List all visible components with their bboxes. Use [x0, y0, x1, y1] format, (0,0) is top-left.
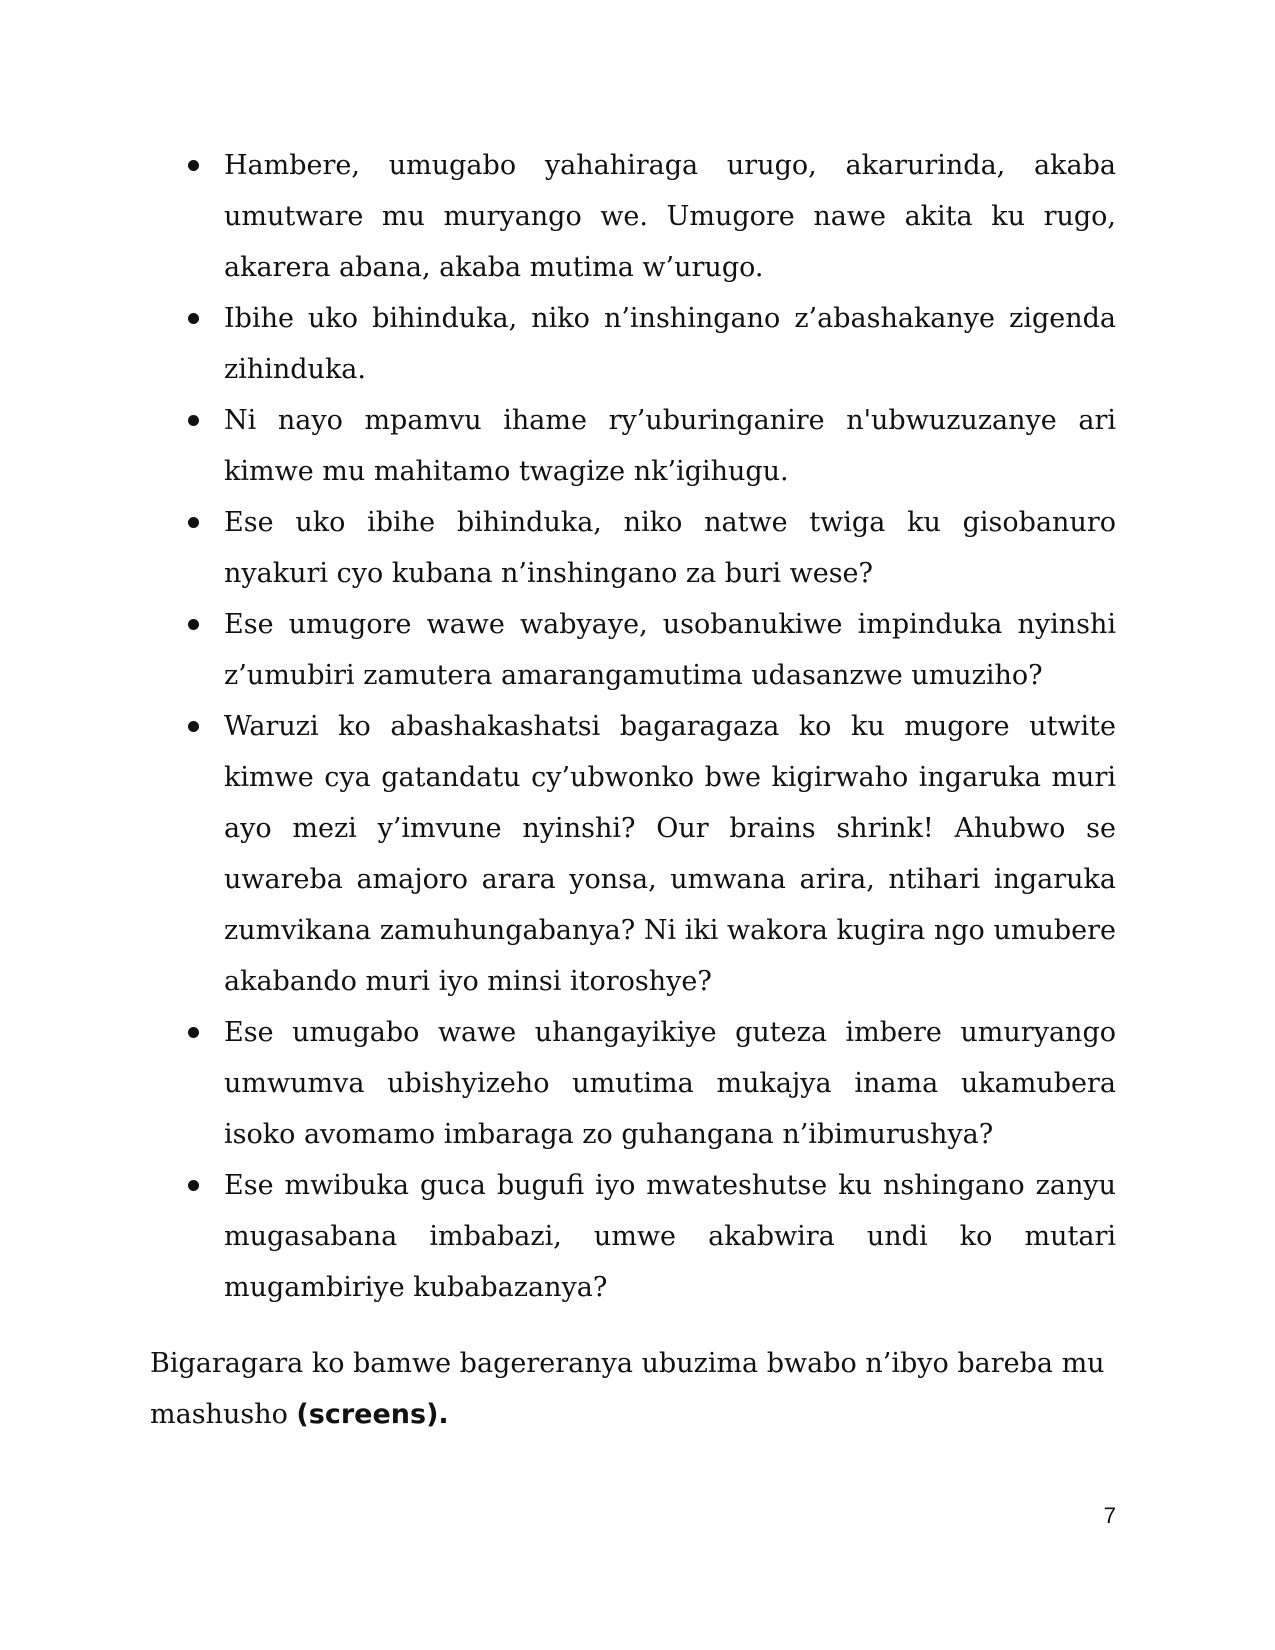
bullet-item [224, 1160, 1116, 1313]
bullet-item [224, 599, 1116, 701]
bullet-dot-icon [188, 313, 199, 324]
page-number: 7 [1103, 1503, 1116, 1528]
bullet-item [224, 395, 1116, 497]
closing-text: Bigaragara ko bamwe bagereranya ubuzima bwabo n’ibyo bareba mu mashusho [150, 1348, 1105, 1430]
bullet-item [224, 140, 1116, 293]
bullet-dot-icon [188, 517, 199, 528]
bullet-text: Ese umugore wawe wabyaye, usobanukiwe impinduka nyinshi z’umubiri zamutera amarangamutima udasanzwe umuziho? [224, 609, 1116, 691]
bullet-text: Hambere, umugabo yahahiraga urugo, akarurinda, akaba umutware mu muryango we. Umugore nawe akita ku rugo, akarera abana, akaba mutima w’urugo. [224, 150, 1116, 283]
bullet-text: Ese umugabo wawe uhangayikiye guteza imbere umuryango umwumva ubishyizeho umutima mukajya inama ukamubera isoko avomamo imbaraga zo guhangana n’ibimurushya? [224, 1017, 1116, 1150]
bullet-item [224, 701, 1116, 1007]
bullet-text: Ni nayo mpamvu ihame ry’uburinganire n'ubwuzuzanye ari kimwe mu mahitamo twagize nk’igihugu. [224, 405, 1116, 487]
bullet-list [0, 140, 1275, 1313]
closing-paragraph [150, 1338, 1116, 1440]
bullet-dot-icon [188, 1027, 199, 1038]
bullet-text: Ese mwibuka guca bugufi iyo mwateshutse ku nshingano zanyu mugasabana imbabazi, umwe akabwira undi ko mutari mugambiriye kubabazanya? [224, 1170, 1116, 1303]
bullet-dot-icon [188, 721, 199, 732]
bullet-dot-icon [188, 160, 199, 171]
bullet-item [224, 1007, 1116, 1160]
bullet-text: Waruzi ko abashakashatsi bagaragaza ko ku mugore utwite kimwe cya gatandatu cy’ubwonko bwe kigirwaho ingaruka muri ayo mezi y’imvune nyinshi? Our brains shrink! Ahubwo se uwareba amajoro arara yonsa, umwana arira, ntihari ingaruka zumvikana zamuhungabanya? Ni iki wakora kugira ngo umubere akabando muri iyo minsi itoroshye? [224, 711, 1116, 997]
bullet-item [224, 293, 1116, 395]
bullet-text: Ese uko ibihe bihinduka, niko natwe twiga ku gisobanuro nyakuri cyo kubana n’inshingano za buri wese? [224, 507, 1116, 589]
bullet-item [224, 497, 1116, 599]
bullet-dot-icon [188, 619, 199, 630]
bullet-dot-icon [188, 1180, 199, 1191]
bullet-text: Ibihe uko bihinduka, niko n’inshingano z’abashakanye zigenda zihinduka. [224, 303, 1116, 385]
bullet-dot-icon [188, 415, 199, 426]
closing-bold-text: (screens). [296, 1399, 449, 1430]
